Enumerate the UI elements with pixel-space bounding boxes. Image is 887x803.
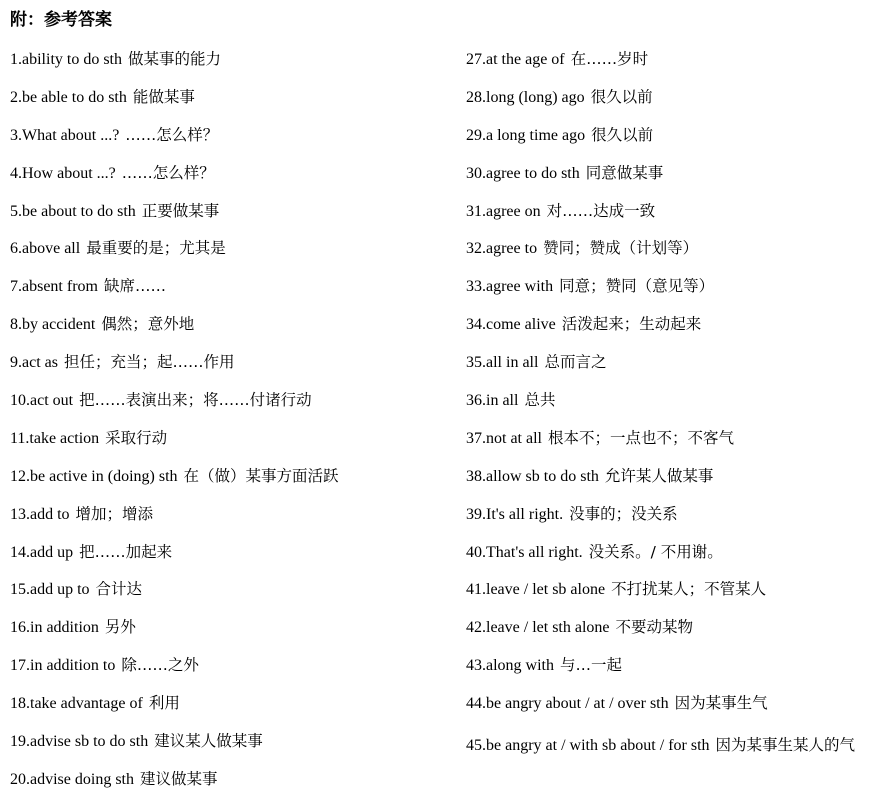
phrase: 1.ability to do sth xyxy=(10,51,122,68)
meaning: 总共 xyxy=(524,391,556,410)
meaning: 建议某人做某事 xyxy=(154,732,263,751)
phrase: 2.be able to do sth xyxy=(10,88,127,106)
list-item xyxy=(466,272,881,310)
list-item xyxy=(10,348,455,386)
list-item xyxy=(10,310,455,348)
list-item xyxy=(10,651,455,689)
meaning: 担任；充当；起……作用 xyxy=(63,353,235,372)
list-item xyxy=(10,538,455,576)
phrase: 28.long (long) ago xyxy=(466,88,585,106)
meaning: 除……之外 xyxy=(121,656,199,675)
phrase: 43.along with xyxy=(466,657,554,675)
list-item xyxy=(466,613,881,651)
meaning: 允许某人做某事 xyxy=(604,466,714,485)
phrase: 14.add up xyxy=(10,543,74,561)
meaning: 把……加起来 xyxy=(79,542,173,561)
phrase: 41.leave / let sb alone xyxy=(466,581,606,599)
list-item xyxy=(10,689,455,727)
meaning: 活泼起来；生动起来 xyxy=(561,315,702,334)
meaning: 对……达成一致 xyxy=(546,201,656,220)
list-item xyxy=(466,159,881,197)
list-item xyxy=(10,197,455,235)
meaning: 很久以前 xyxy=(590,87,653,106)
phrase: 16.in addition xyxy=(10,619,99,637)
list-item xyxy=(466,500,881,538)
list-item xyxy=(10,234,455,272)
meaning: 最重要的是；尤其是 xyxy=(86,239,226,258)
phrase: 33.agree with xyxy=(466,278,554,296)
phrase: 9.act as xyxy=(10,354,58,372)
phrase: 18.take advantage of xyxy=(10,695,143,713)
meaning: 能做某事 xyxy=(132,87,195,106)
page-heading: 附：参考答案 xyxy=(10,10,112,29)
phrase: 30.agree to do sth xyxy=(466,164,580,182)
phrase: 27.at the age of xyxy=(466,51,565,68)
list-item xyxy=(466,310,881,348)
phrase: 44.be angry about / at / over sth xyxy=(466,695,669,713)
meaning: 不要动某物 xyxy=(615,618,694,637)
phrase: 31.agree on xyxy=(466,202,541,220)
meaning: 没事的；没关系 xyxy=(569,504,678,523)
list-item xyxy=(466,197,881,235)
meaning: ……怎么样？ xyxy=(121,163,215,182)
meaning: 另外 xyxy=(104,618,136,637)
meaning: 增加；增添 xyxy=(75,504,154,523)
list-item xyxy=(466,234,881,272)
list-item xyxy=(466,462,881,500)
meaning: 很久以前 xyxy=(591,125,654,144)
meaning: 同意做某事 xyxy=(585,163,664,182)
phrase: 10.act out xyxy=(10,392,74,410)
list-item xyxy=(10,424,455,462)
meaning: 做某事的能力 xyxy=(128,50,222,68)
list-item xyxy=(10,272,455,310)
list-item xyxy=(466,727,881,765)
meaning: ……怎么样？ xyxy=(125,125,219,144)
list-item xyxy=(466,83,881,121)
meaning: 总而言之 xyxy=(544,353,607,372)
list-item xyxy=(466,538,881,576)
phrase: 29.a long time ago xyxy=(466,126,586,144)
phrase: 37.not at all xyxy=(466,429,542,447)
phrase: 5.be about to do sth xyxy=(10,202,136,220)
list-item xyxy=(10,121,455,159)
meaning: 采取行动 xyxy=(105,428,168,447)
phrase: 42.leave / let sth alone xyxy=(466,619,610,637)
phrase: 39.It's all right. xyxy=(466,505,564,523)
meaning: 同意；赞同（意见等） xyxy=(559,277,715,296)
list-item xyxy=(10,613,455,651)
list-item xyxy=(466,651,881,689)
phrase: 11.take action xyxy=(10,429,100,447)
right-column-list xyxy=(466,45,881,765)
list-item xyxy=(10,500,455,538)
meaning: 利用 xyxy=(148,694,180,713)
meaning: 合计达 xyxy=(95,580,143,599)
phrase: 34.come alive xyxy=(466,316,556,334)
phrase: 3.What about ...? xyxy=(10,126,120,144)
list-item xyxy=(466,386,881,424)
meaning: 与…一起 xyxy=(560,656,623,675)
phrase: 36.in all xyxy=(466,392,519,410)
meaning: 在……岁时 xyxy=(570,50,649,68)
phrase: 19.advise sb to do sth xyxy=(10,733,149,751)
meaning: 因为某事生气 xyxy=(674,694,768,713)
list-item xyxy=(10,727,455,765)
meaning: 缺席…… xyxy=(103,277,166,296)
meaning: 把……表演出来；将……付诸行动 xyxy=(79,391,312,410)
phrase: 45.be angry at / with sb about / for sth xyxy=(466,737,710,755)
meaning: 赞同；赞成（计划等） xyxy=(543,239,699,258)
list-item xyxy=(10,159,455,197)
list-item xyxy=(10,45,455,83)
meaning: 根本不；一点也不；不客气 xyxy=(547,428,734,447)
list-item xyxy=(466,689,881,727)
list-item xyxy=(466,575,881,613)
phrase: 12.be active in (doing) sth xyxy=(10,467,178,485)
meaning: 偶然；意外地 xyxy=(101,315,195,334)
list-item xyxy=(10,462,455,500)
phrase: 17.in addition to xyxy=(10,657,116,675)
list-item xyxy=(10,575,455,613)
list-item xyxy=(466,121,881,159)
phrase: 20.advise doing sth xyxy=(10,770,134,788)
meaning: 建议做某事 xyxy=(140,769,218,788)
phrase: 15.add up to xyxy=(10,581,90,599)
list-item xyxy=(10,386,455,424)
meaning: 不打扰某人；不管某人 xyxy=(611,580,767,599)
phrase: 4.How about ...? xyxy=(10,164,116,182)
phrase: 6.above all xyxy=(10,240,81,258)
phrase: 8.by accident xyxy=(10,316,96,334)
left-column-list xyxy=(10,45,455,803)
list-item xyxy=(10,83,455,121)
phrase: 40.That's all right. xyxy=(466,543,583,561)
meaning: 没关系。/ 不用谢。 xyxy=(588,542,723,561)
list-item xyxy=(466,424,881,462)
phrase: 38.allow sb to do sth xyxy=(466,467,599,485)
phrase: 32.agree to xyxy=(466,240,538,258)
meaning: 正要做某事 xyxy=(141,201,220,220)
phrase: 13.add to xyxy=(10,505,70,523)
phrase: 35.all in all xyxy=(466,354,539,372)
list-item xyxy=(466,45,881,83)
meaning: 在（做）某事方面活跃 xyxy=(183,466,339,485)
meaning: 因为某事生某人的气 xyxy=(715,736,856,755)
phrase: 7.absent from xyxy=(10,278,98,296)
list-item xyxy=(10,765,455,803)
list-item xyxy=(466,348,881,386)
